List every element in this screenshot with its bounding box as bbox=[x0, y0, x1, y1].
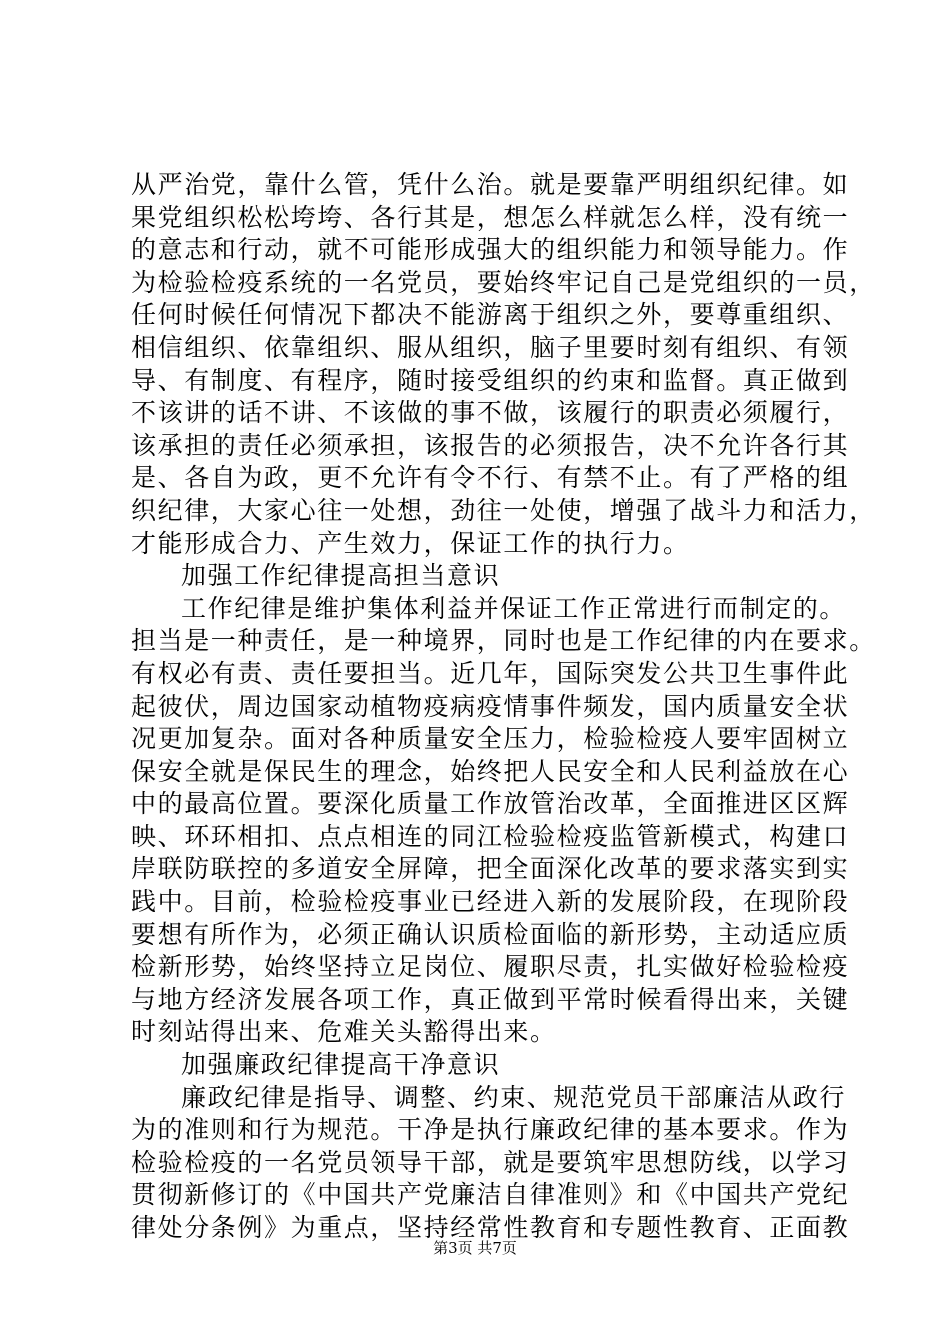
body-line: 中的最高位置。要深化质量工作放管治改革，全面推进区区辉 bbox=[131, 789, 850, 819]
section-heading-work-discipline: 加强工作纪律提高担当意识 bbox=[181, 561, 501, 591]
body-line: 岸联防联控的多道安全屏障，把全面深化改革的要求落实到实 bbox=[131, 854, 850, 884]
body-line: 映、环环相扣、点点相连的同江检验检疫监管新模式，构建口 bbox=[131, 821, 850, 851]
body-line: 织纪律，大家心往一处想，劲往一处使，增强了战斗力和活力， bbox=[131, 495, 876, 525]
body-line: 任何时候任何情况下都决不能游离于组织之外，要尊重组织、 bbox=[131, 300, 850, 330]
body-line: 果党组织松松垮垮、各行其是，想怎么样就怎么样，没有统一 bbox=[131, 202, 850, 232]
document-body bbox=[131, 169, 876, 1245]
body-line: 律处分条例》为重点，坚持经常性教育和专题性教育、正面教 bbox=[131, 1213, 850, 1242]
body-line: 与地方经济发展各项工作，真正做到平常时候看得出来，关键 bbox=[131, 984, 850, 1014]
body-line: 的意志和行动，就不可能形成强大的组织能力和领导能力。作 bbox=[131, 235, 850, 265]
body-line: 保安全就是保民生的理念，始终把人民安全和人民利益放在心 bbox=[131, 756, 850, 786]
body-line: 为检验检疫系统的一名党员，要始终牢记自己是党组织的一员， bbox=[131, 267, 876, 297]
body-line: 工作纪律是维护集体利益并保证工作正常进行而制定的。 bbox=[181, 593, 847, 623]
body-line: 相信组织、依靠组织、服从组织，脑子里要时刻有组织、有领 bbox=[131, 332, 850, 362]
body-line: 才能形成合力、产生效力，保证工作的执行力。 bbox=[131, 528, 690, 558]
body-line: 起彼伏，周边国家动植物疫病疫情事件频发，国内质量安全状 bbox=[131, 691, 850, 721]
body-line: 担当是一种责任，是一种境界，同时也是工作纪律的内在要求。 bbox=[131, 626, 876, 656]
body-line: 践中。目前，检验检疫事业已经进入新的发展阶段，在现阶段 bbox=[131, 887, 850, 917]
body-line: 贯彻新修订的《中国共产党廉洁自律准则》和《中国共产党纪 bbox=[131, 1180, 850, 1210]
body-line: 为的准则和行为规范。干净是执行廉政纪律的基本要求。作为 bbox=[131, 1115, 850, 1145]
body-line: 时刻站得出来、危难关头豁得出来。 bbox=[131, 1017, 557, 1047]
body-line: 是、各自为政，更不允许有令不行、有禁不止。有了严格的组 bbox=[131, 463, 850, 493]
body-line: 导、有制度、有程序，随时接受组织的约束和监督。真正做到 bbox=[131, 365, 850, 395]
body-line: 况更加复杂。面对各种质量安全压力，检验检疫人要牢固树立 bbox=[131, 724, 850, 754]
body-line: 从严治党，靠什么管，凭什么治。就是要靠严明组织纪律。如 bbox=[131, 170, 850, 199]
body-line: 检新形势，始终坚持立足岗位、履职尽责，扎实做好检验检疫 bbox=[131, 952, 850, 982]
body-line: 廉政纪律是指导、调整、约束、规范党员干部廉洁从政行 bbox=[181, 1082, 847, 1112]
body-line: 有权必有责、责任要担当。近几年，国际突发公共卫生事件此 bbox=[131, 658, 850, 688]
body-line: 该承担的责任必须承担，该报告的必须报告，决不允许各行其 bbox=[131, 430, 850, 460]
body-line: 不该讲的话不讲、不该做的事不做，该履行的职责必须履行， bbox=[131, 398, 850, 428]
page-number-footer: 第3页 共7页 bbox=[433, 1239, 517, 1257]
body-line: 要想有所作为，必须正确认识质检面临的新形势，主动适应质 bbox=[131, 919, 850, 949]
section-heading-integrity-discipline: 加强廉政纪律提高干净意识 bbox=[181, 1050, 501, 1080]
body-line: 检验检疫的一名党员领导干部，就是要筑牢思想防线，以学习 bbox=[131, 1147, 850, 1177]
